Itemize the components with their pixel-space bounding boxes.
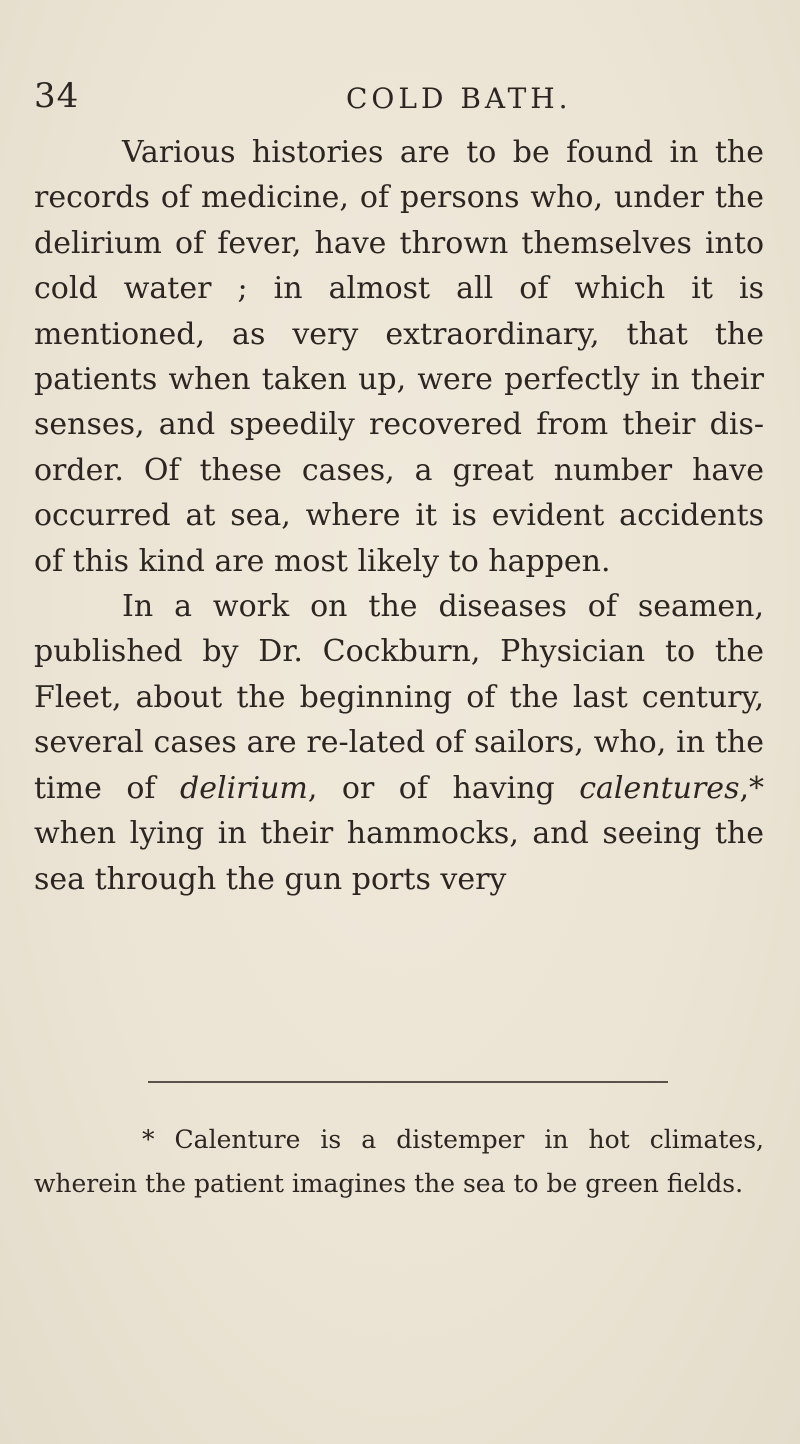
paragraph-2 [34,584,764,902]
paragraph-2-part-2: , or of having [307,770,580,806]
paragraph-2-part-1: In a work on the diseases of seamen, published by Dr. Cockburn, Physician to the Fleet, about the beginning of the last century, several cases are re-lated of sailors, who, in the time of [34,589,764,806]
page-number: 34 [34,76,80,116]
italic-term-delirium: delirium [180,770,308,806]
footnote [34,1118,764,1206]
running-head: COLD BATH. [346,82,572,115]
main-text [34,130,764,902]
footnote-divider [148,1081,668,1083]
paragraph-2-part-3: ,* when lying in their hammocks, and seeing the sea through the gun ports very [34,770,765,897]
footnote-text: * Calenture is a distemper in hot climates, wherein the patient imagines the sea to be green fields. [34,1125,764,1198]
paragraph-1: Various histories are to be found in the records of medicine, of persons who, under the delirium of fever, have thrown themselves into cold water ; in almost all of which it is mentioned, as very extraordinary, that the patients when taken up, were perfectly in their senses, and speedily recovered from their dis-order. Of these cases, a great number have occurred at sea, where it is evident accidents of this kind are most likely to happen. [34,135,764,579]
italic-term-calentures: calentures [579,770,740,806]
page-header [34,74,760,124]
